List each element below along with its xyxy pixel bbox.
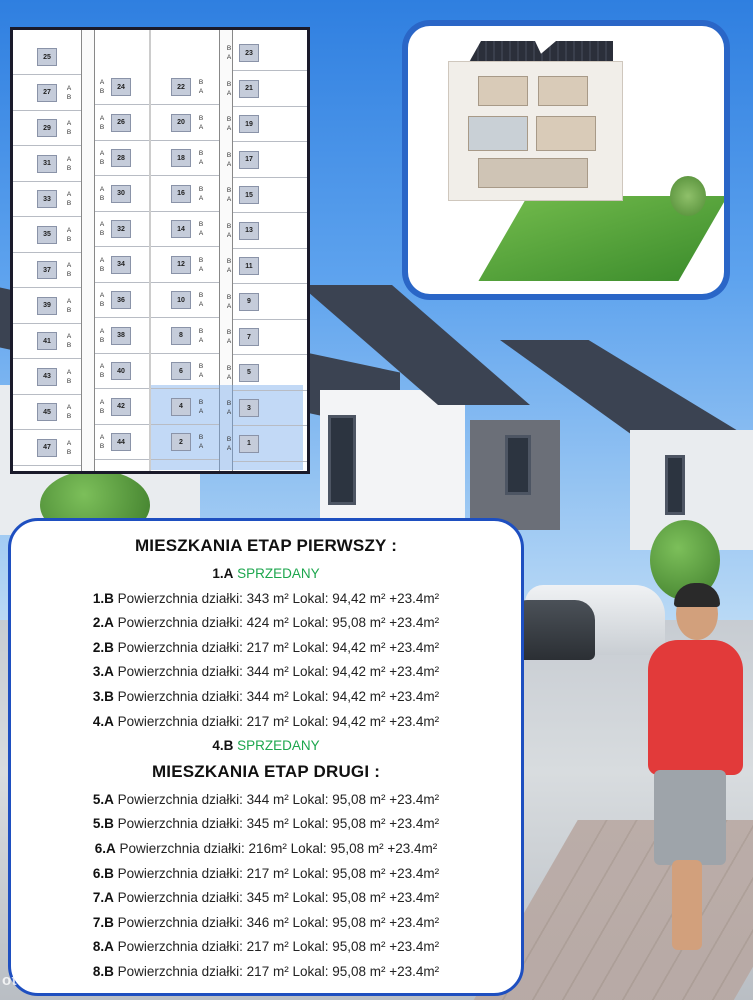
- window: [665, 455, 685, 515]
- plot-number: 34: [111, 256, 131, 274]
- plot-unit-letter: A: [198, 301, 204, 308]
- apartment-row: [11, 886, 521, 911]
- plot-unit-letter: A: [226, 409, 232, 416]
- apartment-id: 3.B: [92, 688, 114, 704]
- apartment-id: 6.B: [92, 865, 114, 881]
- plot-unit-letter: A: [99, 292, 105, 299]
- plot-unit-letter: B: [226, 400, 232, 407]
- apartment-row: [11, 611, 521, 636]
- plot-number: 16: [171, 185, 191, 203]
- plot-unit-letter: A: [198, 443, 204, 450]
- plot-number: 29: [37, 119, 57, 137]
- plot-unit-letter: A: [99, 221, 105, 228]
- plot-number: 30: [111, 185, 131, 203]
- apartment-id: 3.A: [92, 664, 114, 680]
- house-cutaway-render: [408, 26, 724, 294]
- plot-unit-letter: B: [226, 258, 232, 265]
- plot-unit-letter: B: [226, 329, 232, 336]
- plot-number: 47: [37, 439, 57, 457]
- plot-number: 11: [239, 257, 259, 275]
- plot-unit-letter: B: [198, 221, 204, 228]
- plot-unit-letter: A: [99, 185, 105, 193]
- apartment-row: [11, 710, 521, 735]
- apartment-details: Powierzchnia działki: 346 m² Lokal: 95,08 m² +23.4m²: [117, 914, 440, 930]
- plot-unit-letter: B: [99, 159, 105, 166]
- plot-unit-letter: B: [99, 88, 105, 95]
- plot-unit-letter: A: [226, 267, 232, 274]
- plot-unit-letter: A: [66, 439, 72, 447]
- site-plan: [10, 27, 310, 474]
- plot-unit-letter: B: [198, 292, 204, 299]
- plot-number: 42: [111, 398, 131, 416]
- plot-unit-letter: A: [99, 363, 105, 370]
- plot-unit-letter: A: [198, 194, 204, 202]
- plot-unit-letter: B: [226, 364, 232, 372]
- plot-unit-letter: B: [198, 79, 204, 86]
- stage2-heading: MIESZKANIA ETAP DRUGI :: [151, 761, 381, 781]
- plot-unit-letter: B: [198, 363, 204, 370]
- render-room: [478, 158, 588, 188]
- plot-unit-letter: B: [99, 301, 105, 308]
- apartment-id: 5.B: [92, 816, 114, 832]
- apartment-row: [11, 587, 521, 612]
- plot-unit-letter: A: [99, 398, 105, 406]
- apartment-details: Powierzchnia działki: 216m² Lokal: 95,08 m² +23.4m²: [119, 840, 438, 856]
- apartments-info-card: [8, 518, 524, 996]
- plot-unit-letter: B: [226, 151, 232, 159]
- plot-unit-letter: A: [66, 226, 72, 234]
- stage1-heading: MIESZKANIA ETAP PIERWSZY :: [134, 536, 398, 555]
- plot-number: 36: [111, 291, 131, 309]
- apartment-id: 2.B: [92, 639, 114, 655]
- plot-number: 9: [239, 293, 259, 311]
- plot-unit-letter: A: [99, 434, 105, 441]
- plot-number: 4: [171, 398, 191, 416]
- plot-unit-letter: A: [198, 336, 204, 344]
- plot-unit-letter: A: [198, 372, 204, 379]
- apartment-id: 2.A: [92, 615, 114, 631]
- plot-number: 27: [37, 84, 57, 102]
- plot-unit-letter: B: [198, 398, 204, 406]
- plot-unit-letter: B: [198, 434, 204, 441]
- render-frame: [402, 20, 730, 300]
- plot-number: 38: [111, 327, 131, 345]
- plot-number: 1: [239, 435, 259, 453]
- apartment-row: [11, 685, 521, 710]
- plot-unit-letter: B: [226, 45, 232, 52]
- plot-number: 3: [239, 399, 259, 417]
- plot-number: 7: [239, 328, 259, 346]
- plot-unit-letter: A: [198, 123, 204, 131]
- apartment-id: 7.B: [92, 914, 114, 930]
- plot-number: 32: [111, 220, 131, 238]
- apartment-row: [11, 911, 521, 936]
- plot-number: 17: [239, 151, 259, 169]
- plot-number: 40: [111, 362, 131, 380]
- plot-unit-letter: A: [66, 297, 72, 305]
- plot-number: 45: [37, 403, 57, 421]
- plot-unit-letter: A: [198, 407, 204, 415]
- plot-unit-letter: B: [99, 407, 105, 415]
- apartment-details: Powierzchnia działki: 345 m² Lokal: 95,08 m² +23.4m²: [117, 890, 440, 906]
- plot-unit-letter: B: [66, 129, 72, 136]
- person-leg: [672, 860, 702, 950]
- plot-unit-letter: B: [66, 413, 72, 420]
- apartment-row: [11, 660, 521, 685]
- plot-unit-letter: A: [226, 302, 232, 310]
- plot-unit-letter: B: [66, 93, 72, 101]
- plot-unit-letter: A: [226, 160, 232, 168]
- plot-number: 10: [171, 291, 191, 309]
- apartment-row: [11, 935, 521, 960]
- apartment-row: [11, 734, 521, 759]
- plot-number: 13: [239, 222, 259, 240]
- apartment-row: [11, 636, 521, 661]
- plot-number: 2: [171, 433, 191, 451]
- plot-unit-letter: A: [66, 155, 72, 163]
- plot-number: 26: [111, 114, 131, 132]
- plot-unit-letter: B: [198, 256, 204, 264]
- plot-number: 39: [37, 297, 57, 315]
- apartment-id: 5.A: [92, 791, 114, 807]
- plot-unit-letter: A: [66, 368, 72, 376]
- plot-unit-letter: A: [66, 84, 72, 92]
- plot-unit-letter: B: [226, 293, 232, 301]
- plot-number: 12: [171, 256, 191, 274]
- stage1-list: [11, 562, 521, 759]
- plot-number: 25: [37, 48, 57, 66]
- plot-number: 18: [171, 149, 191, 167]
- plot-number: 31: [37, 155, 57, 173]
- plot-number: 20: [171, 114, 191, 132]
- plot-unit-letter: B: [66, 377, 72, 385]
- plot-unit-letter: B: [66, 448, 72, 456]
- apartment-row: [11, 812, 521, 837]
- plot-number: 21: [239, 80, 259, 98]
- plot-unit-letter: B: [198, 150, 204, 157]
- plot-unit-letter: A: [226, 231, 232, 239]
- apartment-id: 1.B: [92, 590, 114, 606]
- watermark-logo: otodom: [2, 972, 60, 989]
- window: [328, 415, 356, 505]
- plot-unit-letter: B: [66, 164, 72, 172]
- plot-unit-letter: B: [226, 187, 232, 194]
- plot-number: 41: [37, 332, 57, 350]
- apartment-details: Powierzchnia działki: 343 m² Lokal: 94,42 m² +23.4m²: [117, 590, 440, 606]
- plot-number: 5: [239, 364, 259, 382]
- apartment-row: [11, 862, 521, 887]
- apartment-row: [11, 960, 521, 985]
- apartment-id: 7.A: [92, 890, 114, 906]
- plot-unit-letter: A: [66, 404, 72, 411]
- plot-unit-letter: A: [66, 120, 72, 127]
- render-room: [468, 116, 528, 151]
- apartment-details: Powierzchnia działki: 344 m² Lokal: 94,42 m² +23.4m²: [117, 664, 440, 680]
- plot-number: 6: [171, 362, 191, 380]
- apartment-id: 8.A: [92, 939, 114, 955]
- person-shorts: [654, 770, 726, 865]
- apartment-id: 1.A: [212, 566, 234, 581]
- plot-unit-letter: A: [226, 54, 232, 61]
- apartment-id: 8.B: [92, 963, 114, 979]
- plot-unit-letter: A: [99, 150, 105, 157]
- plot-number: 14: [171, 220, 191, 238]
- plot-unit-letter: B: [66, 200, 72, 207]
- plot-number: 28: [111, 149, 131, 167]
- plot-unit-letter: A: [226, 338, 232, 345]
- plot-unit-letter: B: [66, 306, 72, 314]
- plot-unit-letter: B: [226, 116, 232, 123]
- plot-unit-letter: A: [66, 191, 72, 198]
- plot-unit-letter: A: [198, 159, 204, 166]
- plot-unit-letter: B: [226, 222, 232, 230]
- apartment-row: [11, 837, 521, 862]
- person-shirt: [648, 640, 743, 775]
- apartment-id: 4.B: [212, 738, 234, 754]
- plot-number: 8: [171, 327, 191, 345]
- plot-number: 37: [37, 261, 57, 279]
- plot-unit-letter: A: [99, 327, 105, 335]
- plot-unit-letter: A: [226, 125, 232, 132]
- plot-unit-letter: B: [99, 443, 105, 450]
- plot-number: 19: [239, 115, 259, 133]
- render-room: [478, 76, 528, 106]
- plot-number: 35: [37, 226, 57, 244]
- plan-road: [81, 30, 95, 471]
- plot-number: 15: [239, 186, 259, 204]
- plot-unit-letter: B: [226, 435, 232, 443]
- stage2-list: [11, 788, 521, 985]
- plot-unit-letter: A: [226, 89, 232, 97]
- window: [505, 435, 531, 495]
- plot-unit-letter: A: [99, 114, 105, 122]
- apartment-details: Powierzchnia działki: 217 m² Lokal: 94,42 m² +23.4m²: [117, 639, 440, 655]
- plot-unit-letter: B: [198, 185, 204, 193]
- apartment-row: [11, 788, 521, 813]
- plot-number: 24: [111, 78, 131, 96]
- plot-unit-letter: B: [66, 342, 72, 349]
- plot-unit-letter: A: [198, 88, 204, 95]
- plot-unit-letter: B: [198, 327, 204, 335]
- apartment-id: 6.A: [94, 840, 116, 856]
- plot-unit-letter: A: [226, 444, 232, 452]
- plot-unit-letter: A: [66, 333, 72, 340]
- plot-unit-letter: B: [99, 265, 105, 273]
- plot-number: 33: [37, 190, 57, 208]
- plot-number: 22: [171, 78, 191, 96]
- apartment-details: Powierzchnia działki: 217 m² Lokal: 94,42 m² +23.4m²: [117, 713, 440, 729]
- plot-unit-letter: B: [99, 123, 105, 131]
- plot-unit-letter: B: [226, 80, 232, 88]
- dark-car: [515, 600, 595, 660]
- render-room: [538, 76, 588, 106]
- plot-number: 23: [239, 44, 259, 62]
- render-tree: [670, 176, 706, 216]
- plot-unit-letter: B: [198, 114, 204, 122]
- plot-unit-letter: A: [198, 230, 204, 237]
- plot-unit-letter: B: [99, 230, 105, 237]
- plot-unit-letter: B: [66, 235, 72, 243]
- render-room: [536, 116, 596, 151]
- apartment-details: Powierzchnia działki: 217 m² Lokal: 95,08 m² +23.4m²: [117, 963, 440, 979]
- apartment-id: 4.A: [92, 713, 114, 729]
- apartment-details: Powierzchnia działki: 424 m² Lokal: 95,08 m² +23.4m²: [117, 615, 440, 631]
- apartment-details: Powierzchnia działki: 344 m² Lokal: 95,08 m² +23.4m²: [117, 791, 440, 807]
- plot-unit-letter: A: [226, 373, 232, 381]
- plot-unit-letter: A: [99, 79, 105, 86]
- apartment-details: Powierzchnia działki: 344 m² Lokal: 94,42 m² +23.4m²: [117, 688, 440, 704]
- apartment-row: [11, 562, 521, 587]
- plot-unit-letter: A: [66, 262, 72, 269]
- plot-unit-letter: A: [226, 196, 232, 203]
- plot-unit-letter: A: [198, 265, 204, 273]
- plot-unit-letter: B: [99, 372, 105, 379]
- plot-number: 43: [37, 368, 57, 386]
- sold-label: SPRZEDANY: [237, 566, 320, 581]
- sold-label: SPRZEDANY: [237, 738, 320, 754]
- plot-unit-letter: B: [66, 271, 72, 278]
- plot-number: 44: [111, 433, 131, 451]
- apartment-details: Powierzchnia działki: 217 m² Lokal: 95,08 m² +23.4m²: [117, 939, 440, 955]
- plot-unit-letter: A: [99, 256, 105, 264]
- apartment-details: Powierzchnia działki: 345 m² Lokal: 95,08 m² +23.4m²: [117, 816, 440, 832]
- apartment-details: Powierzchnia działki: 217 m² Lokal: 95,08 m² +23.4m²: [117, 865, 440, 881]
- plot-unit-letter: B: [99, 194, 105, 202]
- plot-unit-letter: B: [99, 336, 105, 344]
